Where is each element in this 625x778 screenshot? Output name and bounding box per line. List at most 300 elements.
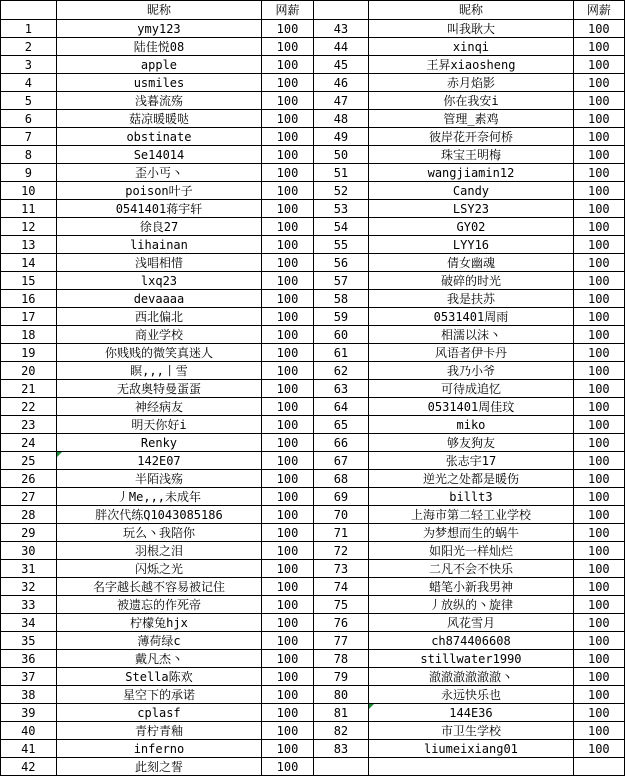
table-row [1,182,625,200]
salary-cell[interactable]: 100 [262,74,313,92]
row-number[interactable]: 56 [313,254,369,272]
row-number[interactable]: 72 [313,542,369,560]
nickname-cell[interactable]: poison叶子 [56,182,262,200]
nickname-cell[interactable]: 王昇xiaosheng [369,56,573,74]
table-row [1,632,625,650]
row-number[interactable]: 40 [1,722,57,740]
row-number[interactable]: 51 [313,164,369,182]
nickname-cell[interactable]: devaaaa [56,290,262,308]
row-number[interactable]: 25 [1,452,57,470]
row-number[interactable]: 15 [1,272,57,290]
salary-cell[interactable]: 100 [262,92,313,110]
salary-cell[interactable]: 100 [573,218,624,236]
row-number[interactable]: 82 [313,722,369,740]
nickname-cell[interactable]: 破碎的时光 [369,272,573,290]
row-number[interactable]: 54 [313,218,369,236]
salary-cell[interactable]: 100 [573,452,624,470]
salary-cell[interactable]: 100 [262,146,313,164]
row-number[interactable]: 9 [1,164,57,182]
salary-cell[interactable]: 100 [262,200,313,218]
row-number[interactable]: 10 [1,182,57,200]
nickname-cell[interactable]: 歪小丐丶 [56,164,262,182]
nickname-cell[interactable]: 此刻之誓 [56,758,262,776]
row-number[interactable]: 29 [1,524,57,542]
nickname-cell[interactable]: 如阳光一样灿烂 [369,542,573,560]
table-row [1,56,625,74]
salary-cell[interactable]: 100 [573,578,624,596]
table-row [1,560,625,578]
nickname-cell[interactable]: 0541401蒋宇轩 [56,200,262,218]
nickname-cell[interactable]: LSY23 [369,200,573,218]
salary-cell[interactable]: 100 [573,488,624,506]
row-number[interactable]: 68 [313,470,369,488]
nickname-cell[interactable]: 半陌浅殇 [56,470,262,488]
nickname-cell[interactable]: 被遗忘的作死帝 [56,596,262,614]
row-number[interactable]: 39 [1,704,57,722]
row-number[interactable]: 12 [1,218,57,236]
salary-cell[interactable]: 100 [262,380,313,398]
header-name-left[interactable]: 昵称 [56,1,262,20]
nickname-cell[interactable]: ymy123 [56,20,262,38]
table-row [1,614,625,632]
salary-cell[interactable]: 100 [262,470,313,488]
salary-cell[interactable]: 100 [262,272,313,290]
salary-cell[interactable]: 100 [573,614,624,632]
nickname-cell[interactable]: 相濡以沫丶 [369,326,573,344]
row-number[interactable]: 61 [313,344,369,362]
salary-cell[interactable]: 100 [262,20,313,38]
nickname-cell[interactable]: 澈澈澈澈澈澈丶 [369,668,573,686]
nickname-cell[interactable]: 戴凡杰丶 [56,650,262,668]
salary-cell[interactable]: 100 [262,668,313,686]
table-row [1,272,625,290]
nickname-cell[interactable]: 名字越长越不容易被记住 [56,578,262,596]
salary-cell[interactable]: 100 [573,164,624,182]
nickname-cell[interactable]: 丿Me,,,未成年 [56,488,262,506]
salary-cell[interactable]: 100 [573,110,624,128]
nickname-cell[interactable]: 风花雪月 [369,614,573,632]
salary-cell[interactable]: 100 [262,596,313,614]
nickname-cell[interactable]: 够友狗友 [369,434,573,452]
salary-cell[interactable]: 100 [573,524,624,542]
salary-cell[interactable]: 100 [262,416,313,434]
row-number[interactable]: 78 [313,650,369,668]
row-number[interactable]: 64 [313,398,369,416]
row-number[interactable]: 77 [313,632,369,650]
salary-cell[interactable]: 100 [262,740,313,758]
nickname-cell[interactable]: stillwater1990 [369,650,573,668]
salary-cell[interactable]: 100 [573,290,624,308]
nickname-cell[interactable]: inferno [56,740,262,758]
salary-cell[interactable]: 100 [573,326,624,344]
salary-cell[interactable]: 100 [262,632,313,650]
row-number[interactable]: 62 [313,362,369,380]
header-salary-left[interactable]: 网薪 [262,1,313,20]
salary-cell[interactable]: 100 [573,380,624,398]
nickname-cell[interactable]: 142E07 [56,452,262,470]
row-number[interactable]: 76 [313,614,369,632]
row-number[interactable]: 38 [1,686,57,704]
nickname-cell[interactable]: 胖次代练Q1043085186 [56,506,262,524]
nickname-cell[interactable]: 我是扶苏 [369,290,573,308]
nickname-cell[interactable]: 徐良27 [56,218,262,236]
nickname-cell[interactable]: 可待成追忆 [369,380,573,398]
row-number[interactable]: 41 [1,740,57,758]
row-number[interactable]: 4 [1,74,57,92]
nickname-cell[interactable]: 菇凉暖暖哒 [56,110,262,128]
nickname-cell[interactable]: 浅暮流殇 [56,92,262,110]
table-row [1,452,625,470]
row-number[interactable]: 42 [1,758,57,776]
salary-cell[interactable]: 100 [262,128,313,146]
salary-cell[interactable]: 100 [573,56,624,74]
nickname-cell[interactable]: 管理_素鸡 [369,110,573,128]
row-number[interactable]: 5 [1,92,57,110]
row-number[interactable]: 34 [1,614,57,632]
nickname-cell[interactable]: 你贱贱的微笑真迷人 [56,344,262,362]
nickname-cell[interactable]: 二凡不会不快乐 [369,560,573,578]
row-number[interactable]: 45 [313,56,369,74]
salary-cell[interactable]: 100 [573,416,624,434]
salary-cell[interactable]: 100 [573,200,624,218]
empty-cell[interactable] [313,758,369,776]
row-number[interactable]: 20 [1,362,57,380]
table-row [1,470,625,488]
row-number[interactable]: 71 [313,524,369,542]
row-number[interactable]: 7 [1,128,57,146]
salary-cell[interactable]: 100 [262,56,313,74]
row-number[interactable]: 75 [313,596,369,614]
nickname-cell[interactable]: 我乃小爷 [369,362,573,380]
table-row [1,416,625,434]
row-number[interactable]: 3 [1,56,57,74]
table-row [1,110,625,128]
nickname-cell[interactable]: 薄荷绿c [56,632,262,650]
nickname-cell[interactable]: 柠檬兔hjx [56,614,262,632]
table-row [1,686,625,704]
nickname-cell[interactable]: 商业学校 [56,326,262,344]
nickname-cell[interactable]: 为梦想而生的蜗牛 [369,524,573,542]
table-row [1,650,625,668]
salary-cell[interactable]: 100 [573,38,624,56]
nickname-cell[interactable]: 0531401周佳玟 [369,398,573,416]
salary-cell[interactable]: 100 [573,632,624,650]
table-row [1,704,625,722]
row-number[interactable]: 21 [1,380,57,398]
salary-cell[interactable]: 100 [573,128,624,146]
header-num-right[interactable] [313,1,369,20]
header-num-left[interactable] [1,1,57,20]
nickname-cell[interactable]: 珠宝王明梅 [369,146,573,164]
table-row [1,146,625,164]
table-row [1,524,625,542]
row-number[interactable]: 66 [313,434,369,452]
row-number[interactable]: 30 [1,542,57,560]
row-number[interactable]: 28 [1,506,57,524]
row-number[interactable]: 48 [313,110,369,128]
salary-cell[interactable]: 100 [262,308,313,326]
nickname-cell[interactable]: 彼岸花开奈何桥 [369,128,573,146]
empty-cell[interactable] [573,758,624,776]
table-row [1,398,625,416]
row-number[interactable]: 74 [313,578,369,596]
salary-cell[interactable]: 100 [262,506,313,524]
row-number[interactable]: 19 [1,344,57,362]
table-row [1,92,625,110]
salary-cell[interactable]: 100 [573,542,624,560]
header-row [1,1,625,20]
salary-cell[interactable]: 100 [262,650,313,668]
nickname-cell[interactable]: 风语者伊卡丹 [369,344,573,362]
table-row [1,344,625,362]
salary-cell[interactable]: 100 [573,722,624,740]
salary-cell[interactable]: 100 [573,92,624,110]
nickname-cell[interactable]: 赤月焰影 [369,74,573,92]
row-number[interactable]: 26 [1,470,57,488]
row-number[interactable]: 33 [1,596,57,614]
salary-cell[interactable]: 100 [262,488,313,506]
nickname-cell[interactable]: Stella陈欢 [56,668,262,686]
table-row [1,740,625,758]
table-row [1,488,625,506]
nickname-cell[interactable]: 星空下的承诺 [56,686,262,704]
salary-cell[interactable]: 100 [573,74,624,92]
nickname-cell[interactable]: billt3 [369,488,573,506]
nickname-cell[interactable]: wangjiamin12 [369,164,573,182]
row-number[interactable]: 23 [1,416,57,434]
salary-cell[interactable]: 100 [262,578,313,596]
salary-cell[interactable]: 100 [262,164,313,182]
row-number[interactable]: 59 [313,308,369,326]
row-number[interactable]: 70 [313,506,369,524]
salary-cell[interactable]: 100 [262,560,313,578]
salary-cell[interactable]: 100 [262,110,313,128]
row-number[interactable]: 49 [313,128,369,146]
row-number[interactable]: 67 [313,452,369,470]
row-number[interactable]: 2 [1,38,57,56]
row-number[interactable]: 80 [313,686,369,704]
salary-cell[interactable]: 100 [573,20,624,38]
nickname-cell[interactable]: usmiles [56,74,262,92]
row-number[interactable]: 44 [313,38,369,56]
nickname-cell[interactable]: 你在我安i [369,92,573,110]
salary-cell[interactable]: 100 [262,722,313,740]
nickname-cell[interactable]: 青柠青釉 [56,722,262,740]
salary-cell[interactable]: 100 [573,434,624,452]
row-number[interactable]: 27 [1,488,57,506]
salary-cell[interactable]: 100 [262,38,313,56]
nickname-cell[interactable]: 叫我耿大 [369,20,573,38]
table-row [1,380,625,398]
salary-cell[interactable]: 100 [573,272,624,290]
table-row [1,290,625,308]
nickname-cell[interactable]: 永远快乐也 [369,686,573,704]
nickname-cell[interactable]: 明天你好i [56,416,262,434]
salary-cell[interactable]: 100 [262,290,313,308]
table-row [1,542,625,560]
salary-cell[interactable]: 100 [573,254,624,272]
nickname-cell[interactable]: ch874406608 [369,632,573,650]
nickname-cell[interactable]: xinqi [369,38,573,56]
salary-cell[interactable]: 100 [262,362,313,380]
row-number[interactable]: 53 [313,200,369,218]
table-row [1,308,625,326]
salary-cell[interactable]: 100 [573,704,624,722]
salary-cell[interactable]: 100 [573,146,624,164]
row-number[interactable]: 46 [313,74,369,92]
row-number[interactable]: 83 [313,740,369,758]
salary-cell[interactable]: 100 [262,344,313,362]
salary-cell[interactable]: 100 [573,182,624,200]
row-number[interactable]: 6 [1,110,57,128]
nickname-cell[interactable]: 闪烁之光 [56,560,262,578]
nickname-cell[interactable]: 玩么丶我陪你 [56,524,262,542]
row-number[interactable]: 47 [313,92,369,110]
nickname-cell[interactable]: 丿放纵的丶旋律 [369,596,573,614]
salary-cell[interactable]: 100 [262,758,313,776]
row-number[interactable]: 1 [1,20,57,38]
row-number[interactable]: 22 [1,398,57,416]
salary-cell[interactable]: 100 [262,614,313,632]
nickname-cell[interactable]: 逆光之处都是暖伤 [369,470,573,488]
table-row [1,254,625,272]
salary-cell[interactable]: 100 [573,740,624,758]
salary-cell[interactable]: 100 [262,182,313,200]
salary-cell[interactable]: 100 [573,398,624,416]
nickname-cell[interactable]: lxq23 [56,272,262,290]
table-row [1,326,625,344]
salary-cell[interactable]: 100 [262,326,313,344]
salary-cell[interactable]: 100 [262,218,313,236]
table-row [1,578,625,596]
row-number[interactable]: 81 [313,704,369,722]
row-number[interactable]: 60 [313,326,369,344]
row-number[interactable]: 57 [313,272,369,290]
salary-cell[interactable]: 100 [573,506,624,524]
nickname-cell[interactable]: 浅唱相惜 [56,254,262,272]
salary-cell[interactable]: 100 [573,668,624,686]
salary-cell[interactable]: 100 [573,596,624,614]
salary-cell[interactable]: 100 [573,308,624,326]
nickname-cell[interactable]: 蜡笔小新我男神 [369,578,573,596]
nickname-cell[interactable]: Candy [369,182,573,200]
salary-cell[interactable]: 100 [573,650,624,668]
salary-cell[interactable]: 100 [262,524,313,542]
table-body [1,1,625,776]
salary-cell[interactable]: 100 [262,434,313,452]
row-number[interactable]: 69 [313,488,369,506]
row-number[interactable]: 32 [1,578,57,596]
nickname-cell[interactable]: 市卫生学校 [369,722,573,740]
row-number[interactable]: 8 [1,146,57,164]
nickname-cell[interactable]: 陆佳悦08 [56,38,262,56]
row-number[interactable]: 18 [1,326,57,344]
nickname-cell[interactable]: miko [369,416,573,434]
nickname-cell[interactable]: obstinate [56,128,262,146]
row-number[interactable]: 50 [313,146,369,164]
nickname-cell[interactable]: lihainan [56,236,262,254]
row-number[interactable]: 17 [1,308,57,326]
table-row [1,20,625,38]
salary-cell[interactable]: 100 [262,704,313,722]
table-row [1,758,625,776]
row-number[interactable]: 63 [313,380,369,398]
nickname-cell[interactable]: 144E36 [369,704,573,722]
row-number[interactable]: 43 [313,20,369,38]
header-salary-right[interactable]: 网薪 [573,1,624,20]
nickname-cell[interactable]: cplasf [56,704,262,722]
header-name-right[interactable]: 昵称 [369,1,573,20]
nickname-cell[interactable]: 瞑,,,丨雪 [56,362,262,380]
row-number[interactable]: 55 [313,236,369,254]
table-row [1,164,625,182]
table-row [1,506,625,524]
nickname-cell[interactable]: 张志宇17 [369,452,573,470]
row-number[interactable]: 14 [1,254,57,272]
nickname-cell[interactable]: 羽根之泪 [56,542,262,560]
nickname-cell[interactable]: 无敌奥特曼蛋蛋 [56,380,262,398]
row-number[interactable]: 52 [313,182,369,200]
table-row [1,236,625,254]
row-number[interactable]: 35 [1,632,57,650]
nickname-cell[interactable]: liumeixiang01 [369,740,573,758]
row-number[interactable]: 65 [313,416,369,434]
nickname-cell[interactable]: Se14014 [56,146,262,164]
salary-cell[interactable]: 100 [262,542,313,560]
row-number[interactable]: 13 [1,236,57,254]
salary-cell[interactable]: 100 [573,362,624,380]
row-number[interactable]: 11 [1,200,57,218]
salary-cell[interactable]: 100 [573,686,624,704]
row-number[interactable]: 37 [1,668,57,686]
nickname-cell[interactable]: apple [56,56,262,74]
row-number[interactable]: 16 [1,290,57,308]
salary-cell[interactable]: 100 [573,236,624,254]
table-row [1,362,625,380]
nickname-cell[interactable]: Renky [56,434,262,452]
table-row [1,74,625,92]
nickname-cell[interactable]: GY02 [369,218,573,236]
row-number[interactable]: 73 [313,560,369,578]
row-number[interactable]: 36 [1,650,57,668]
table-row [1,128,625,146]
row-number[interactable]: 58 [313,290,369,308]
table-row [1,668,625,686]
salary-cell[interactable]: 100 [573,344,624,362]
table-row [1,218,625,236]
table-row [1,722,625,740]
salary-cell[interactable]: 100 [262,236,313,254]
salary-cell[interactable]: 100 [262,398,313,416]
row-number[interactable]: 24 [1,434,57,452]
nickname-cell[interactable]: 倩女幽魂 [369,254,573,272]
nickname-cell[interactable]: 上海市第二轻工业学校 [369,506,573,524]
salary-cell[interactable]: 100 [573,560,624,578]
salary-cell[interactable]: 100 [573,470,624,488]
salary-cell[interactable]: 100 [262,686,313,704]
salary-cell[interactable]: 100 [262,452,313,470]
salary-cell[interactable]: 100 [262,254,313,272]
row-number[interactable]: 31 [1,560,57,578]
row-number[interactable]: 79 [313,668,369,686]
nickname-cell[interactable]: 西北偏北 [56,308,262,326]
empty-cell[interactable] [369,758,573,776]
nickname-cell[interactable]: LYY16 [369,236,573,254]
nickname-cell[interactable]: 神经病友 [56,398,262,416]
table-row [1,200,625,218]
nickname-cell[interactable]: 0531401周雨 [369,308,573,326]
table-row [1,434,625,452]
